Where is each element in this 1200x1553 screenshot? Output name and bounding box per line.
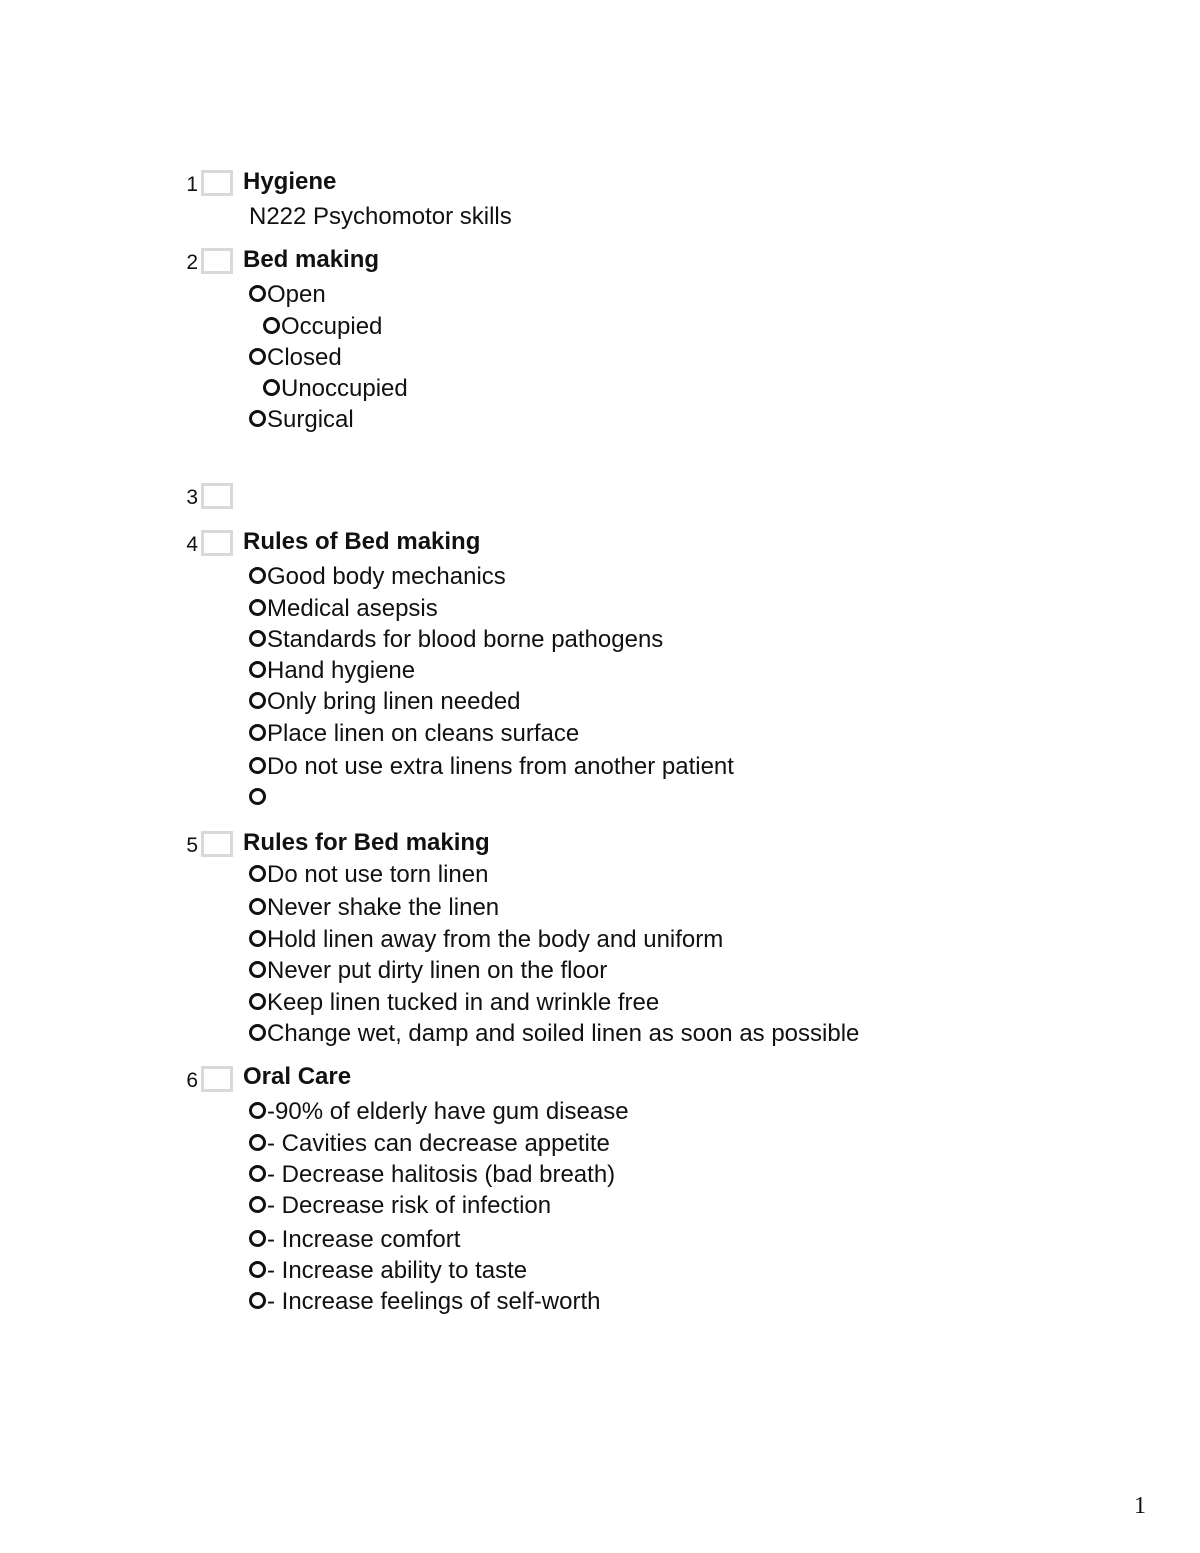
slide-thumbnail[interactable] — [201, 170, 233, 196]
bullet-item: - Increase feelings of self-worth — [249, 1288, 600, 1316]
bullet-icon — [249, 1102, 266, 1119]
bullet-item: Surgical — [249, 406, 354, 434]
bullet-icon — [249, 348, 266, 365]
slide-thumbnail[interactable] — [201, 248, 233, 274]
bullet-item: Only bring linen needed — [249, 688, 521, 716]
slide-number: 2 — [186, 251, 198, 274]
bullet-item: - Increase ability to taste — [249, 1257, 527, 1285]
bullet-icon — [249, 285, 266, 302]
slide-number: 4 — [186, 533, 198, 556]
bullet-icon — [249, 630, 266, 647]
bullet-item: - Cavities can decrease appetite — [249, 1130, 610, 1158]
bullet-item: Open — [249, 281, 326, 309]
bullet-icon — [249, 1196, 266, 1213]
bullet-icon — [249, 1134, 266, 1151]
bullet-item: Medical asepsis — [249, 595, 438, 623]
bullet-item: Never put dirty linen on the floor — [249, 957, 607, 985]
slide-thumbnail[interactable] — [201, 530, 233, 556]
bullet-icon — [249, 567, 266, 584]
bullet-item: Hold linen away from the body and uniform — [249, 926, 723, 954]
bullet-item: Unoccupied — [263, 375, 408, 403]
bullet-icon — [263, 379, 280, 396]
bullet-icon — [249, 1165, 266, 1182]
bullet-icon — [249, 930, 266, 947]
bullet-icon — [249, 1292, 266, 1309]
bullet-icon — [249, 410, 266, 427]
bullet-item: -90% of elderly have gum disease — [249, 1098, 629, 1126]
bullet-icon — [249, 865, 266, 882]
bullet-item: Good body mechanics — [249, 563, 506, 591]
bullet-item: Closed — [249, 344, 342, 372]
bullet-icon — [249, 1024, 266, 1041]
bullet-icon — [249, 1230, 266, 1247]
slide-title: Bed making — [243, 246, 380, 273]
slide-number: 6 — [186, 1069, 198, 1092]
slide-number: 1 — [186, 173, 198, 196]
slide-number: 5 — [186, 834, 198, 857]
bullet-icon — [249, 661, 266, 678]
bullet-item: - Decrease halitosis (bad breath) — [249, 1161, 615, 1189]
slide-title: Rules of Bed making — [243, 528, 481, 555]
bullet-icon — [249, 724, 266, 741]
bullet-icon — [249, 898, 266, 915]
bullet-item: - Increase comfort — [249, 1226, 460, 1254]
bullet-icon — [249, 1261, 266, 1278]
bullet-icon — [263, 317, 280, 334]
bullet-item: Change wet, damp and soiled linen as soon as possible — [249, 1020, 859, 1048]
slide-title: Rules for Bed making — [243, 829, 490, 856]
slide-text: N222 Psychomotor skills — [249, 203, 512, 230]
slide-title: Hygiene — [243, 168, 337, 195]
bullet-icon — [249, 961, 266, 978]
bullet-icon — [249, 757, 266, 774]
bullet-icon — [249, 993, 266, 1010]
bullet-item: Do not use extra linens from another patient — [249, 753, 734, 781]
page-number: 1 — [1134, 1493, 1146, 1519]
slide-title: Oral Care — [243, 1063, 352, 1090]
bullet-icon — [249, 599, 266, 616]
bullet-item — [249, 784, 267, 812]
bullet-item: Standards for blood borne pathogens — [249, 626, 663, 654]
slide-thumbnail[interactable] — [201, 1066, 233, 1092]
bullet-item: Do not use torn linen — [249, 861, 488, 889]
bullet-item: Never shake the linen — [249, 894, 499, 922]
bullet-icon — [249, 788, 266, 805]
bullet-item: Hand hygiene — [249, 657, 415, 685]
bullet-item: Place linen on cleans surface — [249, 720, 579, 748]
slide-number: 3 — [186, 486, 198, 509]
bullet-item: Occupied — [263, 313, 382, 341]
slide-thumbnail[interactable] — [201, 483, 233, 509]
bullet-item: - Decrease risk of infection — [249, 1192, 551, 1220]
bullet-item: Keep linen tucked in and wrinkle free — [249, 989, 659, 1017]
slide-thumbnail[interactable] — [201, 831, 233, 857]
bullet-icon — [249, 692, 266, 709]
